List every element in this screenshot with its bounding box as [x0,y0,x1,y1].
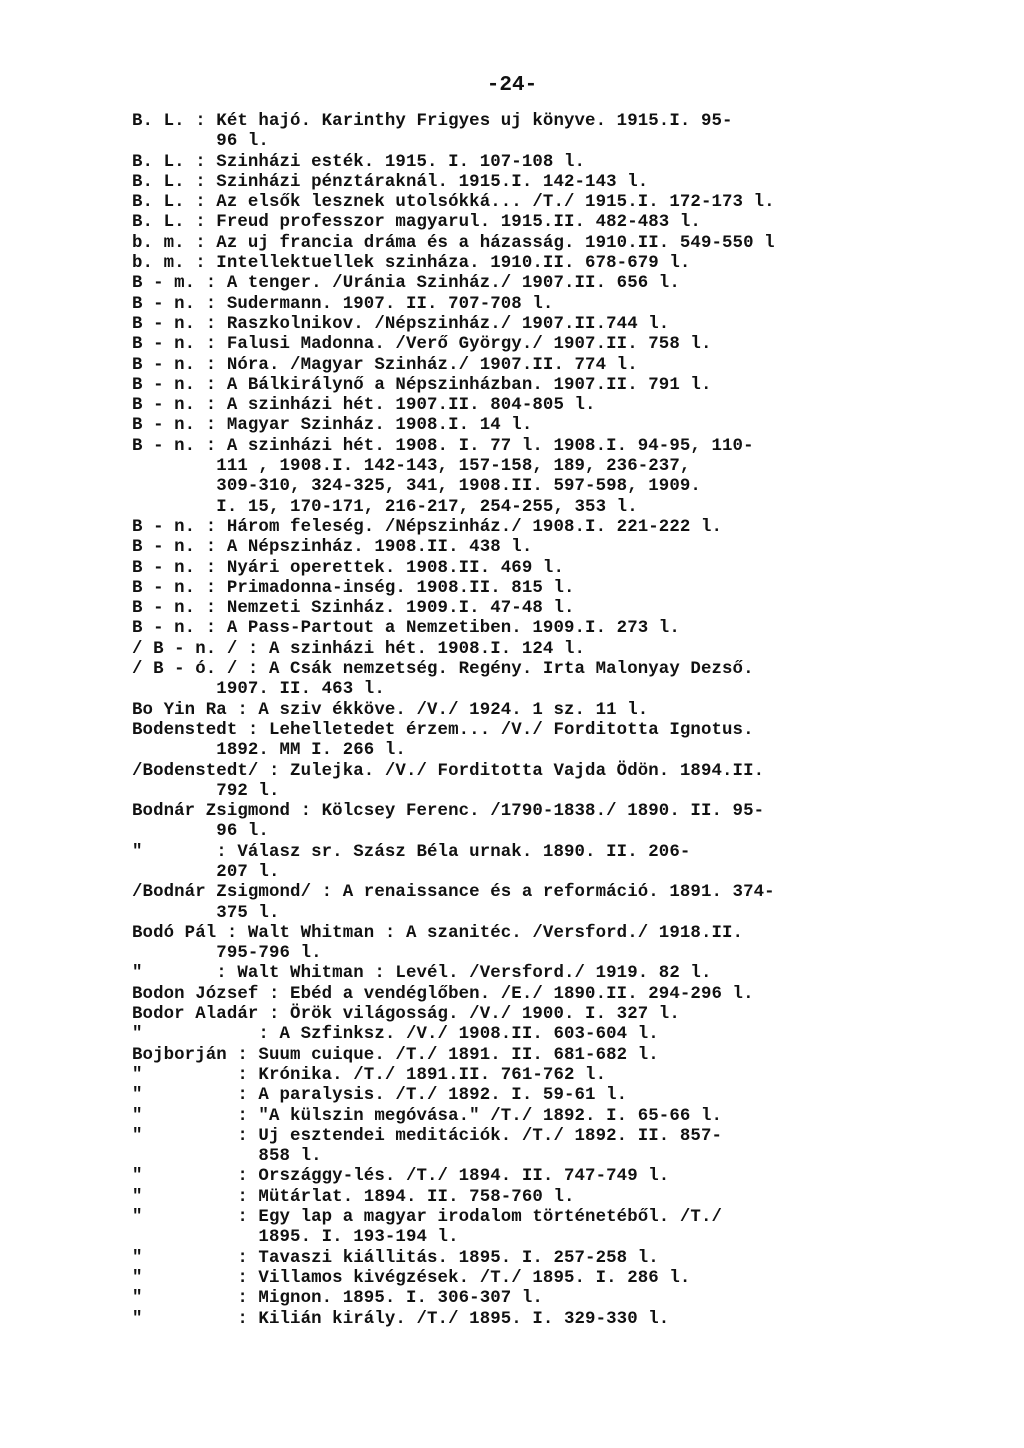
entry-line: B - n. : Falusi Madonna. /Verő György./ 1907.II. 758 l. [132,335,712,355]
entry-line: 207 l. [132,862,280,882]
entry-line: B - n. : Raszkolnikov. /Népszinház./ 1907.II.744 l. [132,314,670,334]
entry-line: b. m. : Az uj francia dráma és a házasság. 1910.II. 549-550 l [132,233,775,253]
entry-line: 111 , 1908.I. 142-143, 157-158, 189, 236-237, [132,457,691,477]
entry-line: " : Uj esztendei meditációk. /T./ 1892. II. 857- [132,1126,723,1146]
entry-line: 792 l. [132,781,280,801]
entry-line: " : Országgy-lés. /T./ 1894. II. 747-749 l. [132,1167,670,1187]
entry-line: B - n. : A szinházi hét. 1907.II. 804-805 l. [132,396,596,416]
entry-line: Bodon József : Ebéd a vendéglőben. /E./ 1890.II. 294-296 l. [132,984,754,1004]
entry-line: b. m. : Intellektuellek szinháza. 1910.II. 678-679 l. [132,254,691,274]
entry-line: " : Kilián király. /T./ 1895. I. 329-330 l. [132,1309,670,1329]
entry-line: B - n. : A Népszinház. 1908.II. 438 l. [132,538,533,558]
entry-line: B - n. : Sudermann. 1907. II. 707-708 l. [132,294,554,314]
page-number: -24- [486,74,538,97]
entry-line: 96 l. [132,132,269,152]
entry-line: " : A paralysis. /T./ 1892. I. 59-61 l. [132,1086,628,1106]
entry-line: 309-310, 324-325, 341, 1908.II. 597-598, 1909. [132,477,701,497]
entry-line: " : Mignon. 1895. I. 306-307 l. [132,1289,543,1309]
bibliography-entries [132,112,912,1330]
entry-line: Bodnár Zsigmond : Kölcsey Ferenc. /1790-1838./ 1890. II. 95- [132,802,765,822]
entry-line: " : Villamos kivégzések. /T./ 1895. I. 286 l. [132,1268,691,1288]
entry-line: 795-796 l. [132,944,322,964]
entry-line: B - n. : A Pass-Partout a Nemzetiben. 1909.I. 273 l. [132,619,680,639]
entry-line: B - n. : Magyar Szinház. 1908.I. 14 l. [132,416,533,436]
entry-line: /Bodenstedt/ : Zulejka. /V./ Forditotta Vajda Ödön. 1894.II. [132,761,765,781]
entry-line: I. 15, 170-171, 216-217, 254-255, 353 l. [132,497,638,517]
entry-line: " : Tavaszi kiállitás. 1895. I. 257-258 l. [132,1248,659,1268]
entry-line: B. L. : Szinházi pénztáraknál. 1915.I. 142-143 l. [132,172,649,192]
entry-line: Bodor Aladár : Örök világosság. /V./ 1900. I. 327 l. [132,1005,680,1025]
entry-line: " : Egy lap a magyar irodalom történetéből. /T./ [132,1208,723,1228]
entry-line: 375 l. [132,903,280,923]
entry-line: 1892. MM I. 266 l. [132,741,406,761]
entry-line: B - n. : A Bálkirálynő a Népszinházban. 1907.II. 791 l. [132,375,712,395]
entry-line: 96 l. [132,822,269,842]
entry-line: " : Krónika. /T./ 1891.II. 761-762 l. [132,1065,607,1085]
entry-line: " : "A külszin megóvása." /T./ 1892. I. 65-66 l. [132,1106,723,1126]
entry-line: / B - n. / : A szinházi hét. 1908.I. 124 l. [132,639,586,659]
entry-line: B - n. : Primadonna-inség. 1908.II. 815 l. [132,578,575,598]
entry-line: 1895. I. 193-194 l. [132,1228,459,1248]
entry-line: B - m. : A tenger. /Uránia Szinház./ 1907.II. 656 l. [132,274,680,294]
entry-line: B. L. : Freud professzor magyarul. 1915.II. 482-483 l. [132,213,701,233]
entry-line: Bojborján : Suum cuique. /T./ 1891. II. 681-682 l. [132,1045,659,1065]
entry-line: Bo Yin Ra : A sziv ékköve. /V./ 1924. 1 sz. 11 l. [132,700,649,720]
entry-line: " : Mütárlat. 1894. II. 758-760 l. [132,1187,575,1207]
entry-line: B - n. : Három feleség. /Népszinház./ 1908.I. 221-222 l. [132,517,723,537]
entry-line: Bodenstedt : Lehelletedet érzem... /V./ Forditotta Ignotus. [132,720,754,740]
entry-line: B - n. : A szinházi hét. 1908. I. 77 l. 1908.I. 94-95, 110- [132,436,754,456]
entry-line: B. L. : Az elsők lesznek utolsókká... /T./ 1915.I. 172-173 l. [132,193,775,213]
entry-line: 858 l. [132,1147,322,1167]
entry-line: / B - ó. / : A Csák nemzetség. Regény. Irta Malonyay Dezső. [132,660,754,680]
entry-line: B - n. : Nyári operettek. 1908.II. 469 l. [132,558,564,578]
entry-line: B - n. : Nemzeti Szinház. 1909.I. 47-48 l. [132,599,575,619]
entry-line: Bodó Pál : Walt Whitman : A szanitéc. /Versford./ 1918.II. [132,923,744,943]
entry-line: B. L. : Szinházi esték. 1915. I. 107-108 l. [132,152,586,172]
entry-line: /Bodnár Zsigmond/ : A renaissance és a reformáció. 1891. 374- [132,883,775,903]
entry-line: 1907. II. 463 l. [132,680,385,700]
entry-line: " : Walt Whitman : Levél. /Versford./ 1919. 82 l. [132,964,712,984]
entry-line: " : Válasz sr. Szász Béla urnak. 1890. II. 206- [132,842,691,862]
entry-line: B. L. : Két hajó. Karinthy Frigyes uj könyve. 1915.I. 95- [132,112,733,131]
entry-line: B - n. : Nóra. /Magyar Szinház./ 1907.II. 774 l. [132,355,638,375]
entry-line: " : A Szfinksz. /V./ 1908.II. 603-604 l. [132,1025,659,1045]
